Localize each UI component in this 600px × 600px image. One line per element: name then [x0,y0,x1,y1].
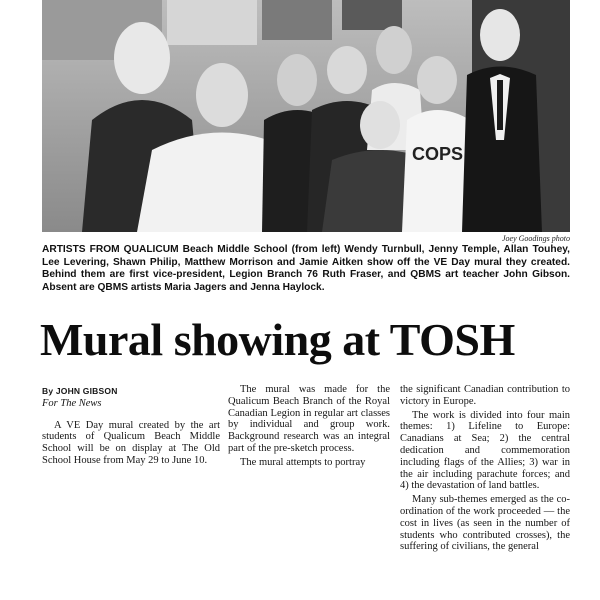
paragraph: A VE Day mural created by the art students of Qualicum Beach Middle School will be on display at The Old School House from May 29 to June 10. [42,419,220,466]
paragraph: The work is divided into four main themes: 1) Lifeline to Europe: Canadians at Sea; 2) the central dedication and commemoration including flags of the Allies; 3) war in the air including parachute forces; and 4) the devastation of land battles. [400,409,570,492]
article-column-1 [42,384,220,469]
article-column-2 [228,384,390,471]
byline: By JOHN GIBSON [42,386,118,396]
article-column-3 [400,384,570,555]
byline-source: For The News [42,397,102,409]
svg-text:COPS: COPS [412,144,464,164]
paragraph: The mural attempts to portray [240,456,366,468]
photo-caption: ARTISTS FROM QUALICUM Beach Middle School (from left) Wendy Turnbull, Jenny Temple, Allan Touhey, Lee Levering, Shawn Philip, Matthew Morrison and Jamie Aitken show off the VE Day mural they created. Behind them are first vice-president, Legion Branch 76 Ruth Fraser, and QBMS art teacher John Gibson. Absent are QBMS artists Maria Jagers and Jenna Haylock. [42,244,570,293]
headline: Mural showing at TOSH [40,314,515,365]
article-photo [42,0,570,232]
group-photo-image [42,0,570,232]
photo-credit: Joey Goodings photo [502,234,570,243]
paragraph: The mural was made for the Qualicum Beach Branch of the Royal Canadian Legion in regular art classes by individual and group work. Background research was an integral part of the pre-sketch process. [228,384,390,454]
paragraph: Many sub-themes emerged as the co-ordination of the work proceeded — the cost in lives (as seen in the number of students who contributed crosses), the suffering of civilians, the general [400,494,570,553]
paragraph: the significant Canadian contribution to victory in Europe. [400,384,570,407]
